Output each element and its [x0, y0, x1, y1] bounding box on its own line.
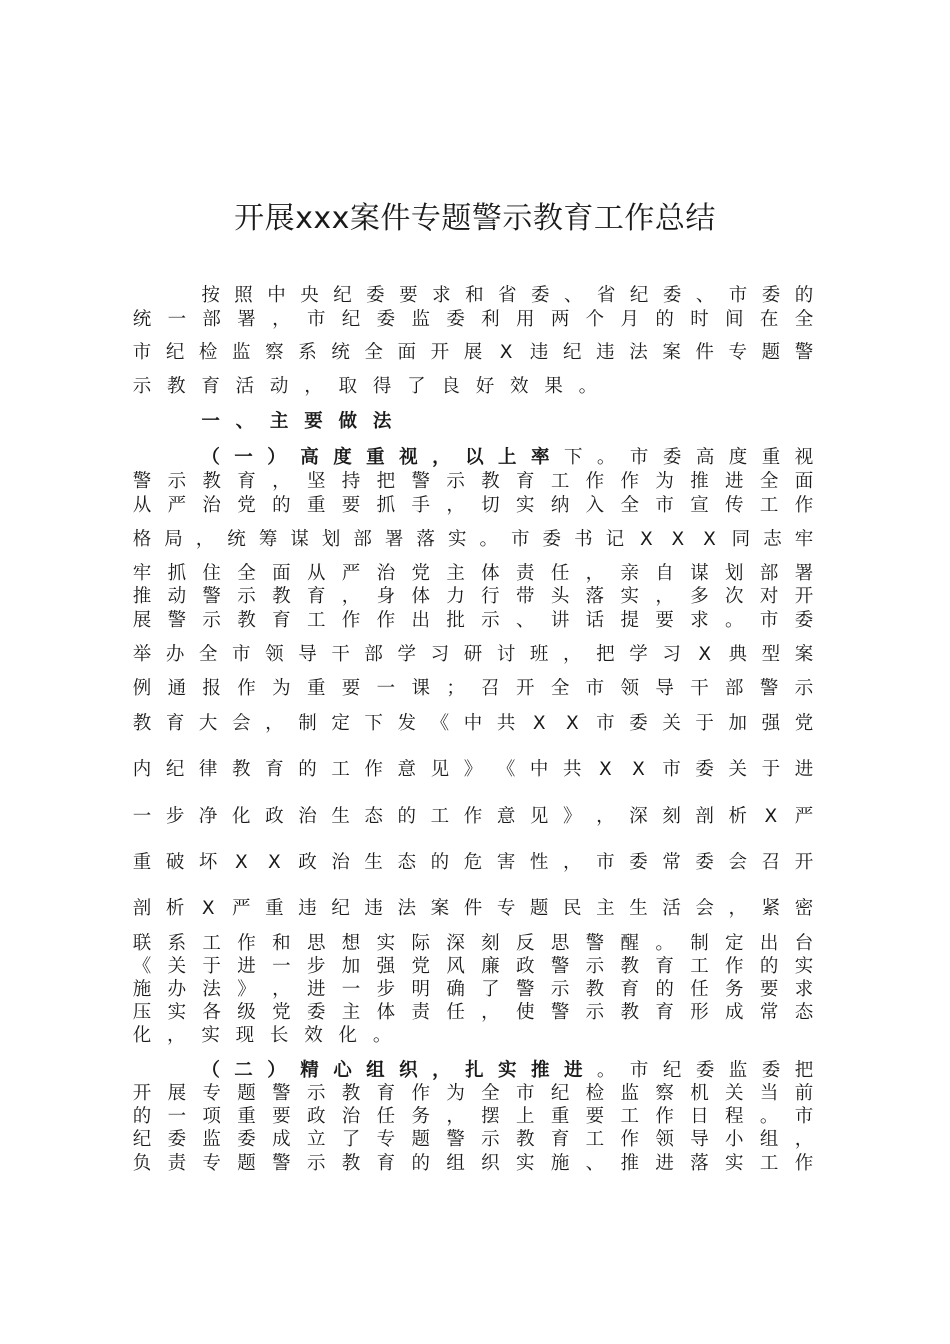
body-line: 警 示 教 育 ， 坚 持 把 警 示 教 育 工 作 作 为 推 进 全 面: [132, 471, 814, 492]
body-line: 示 教 育 活 动 ， 取 得 了 良 好 效 果 。: [132, 376, 598, 397]
body-line: 施 办 法 》 ， 进 一 步 明 确 了 警 示 教 育 的 任 务 要 求: [132, 979, 814, 1000]
body-line: 《 关 于 进 一 步 加 强 党 风 廉 政 警 示 教 育 工 作 的 实: [132, 956, 814, 977]
body-line: 一 步 净 化 政 治 生 态 的 工 作 意 见 》 ， 深 刻 剖 析 X 严: [132, 806, 814, 827]
body-line: 展 警 示 教 育 工 作 作 出 批 示 、 讲 话 提 要 求 。 市 委: [132, 610, 814, 631]
body-line: 教 育 大 会 ， 制 定 下 发 《 中 共 X X 市 委 关 于 加 强 党: [132, 713, 814, 734]
body-line: 市 纪 检 监 察 系 统 全 面 开 展 X 违 纪 违 法 案 件 专 题 警: [132, 342, 814, 363]
document-title: 开展xxx案件专题警示教育工作总结: [234, 201, 716, 236]
body-line: （ 二 ） 精 心 组 织 ， 扎 实 推 进 。 市 纪 委 监 委 把: [201, 1060, 814, 1081]
body-line: （ 一 ） 高 度 重 视 ， 以 上 率 下 。 市 委 高 度 重 视: [201, 447, 814, 468]
body-line: 内 纪 律 教 育 的 工 作 意 见 》 《 中 共 X X 市 委 关 于 进: [132, 759, 814, 780]
body-line: 推 动 警 示 教 育 ， 身 体 力 行 带 头 落 实 ， 多 次 对 开: [132, 586, 814, 607]
body-line: 的 一 项 重 要 政 治 任 务 ， 摆 上 重 要 工 作 日 程 。 市: [132, 1106, 814, 1127]
body-line: 重 破 坏 X X 政 治 生 态 的 危 害 性 ， 市 委 常 委 会 召 开: [132, 852, 814, 873]
body-line: 按 照 中 央 纪 委 要 求 和 省 委 、 省 纪 委 、 市 委 的: [201, 285, 814, 306]
body-line: 压 实 各 级 党 委 主 体 责 任 ， 使 警 示 教 育 形 成 常 态: [132, 1002, 814, 1023]
body-line: 一 、 主 要 做 法: [201, 411, 392, 432]
body-line: 统 一 部 署 ， 市 纪 委 监 委 利 用 两 个 月 的 时 间 在 全: [132, 309, 814, 330]
body-line: 化 ， 实 现 长 效 化 。: [132, 1025, 392, 1046]
body-line: 从 严 治 党 的 重 要 抓 手 ， 切 实 纳 入 全 市 宣 传 工 作: [132, 495, 814, 516]
body-line: 举 办 全 市 领 导 干 部 学 习 研 讨 班 ， 把 学 习 X 典 型 案: [132, 644, 814, 665]
body-line: 负 责 专 题 警 示 教 育 的 组 织 实 施 、 推 进 落 实 工 作: [132, 1153, 814, 1174]
body-line: 剖 析 X 严 重 违 纪 违 法 案 件 专 题 民 主 生 活 会 ， 紧 密: [132, 898, 814, 919]
body-line: 例 通 报 作 为 重 要 一 课 ； 召 开 全 市 领 导 干 部 警 示: [132, 678, 814, 699]
body-line: 牢 抓 住 全 面 从 严 治 党 主 体 责 任 ， 亲 自 谋 划 部 署: [132, 563, 814, 584]
body-line: 格 局 ， 统 筹 谋 划 部 署 落 实 。 市 委 书 记 X X X 同 志 牢: [132, 529, 814, 550]
body-line: 联 系 工 作 和 思 想 实 际 深 刻 反 思 警 醒 。 制 定 出 台: [132, 933, 814, 954]
body-line: 纪 委 监 委 成 立 了 专 题 警 示 教 育 工 作 领 导 小 组 ，: [132, 1129, 814, 1150]
body-line: 开 展 专 题 警 示 教 育 作 为 全 市 纪 检 监 察 机 关 当 前: [132, 1083, 814, 1104]
